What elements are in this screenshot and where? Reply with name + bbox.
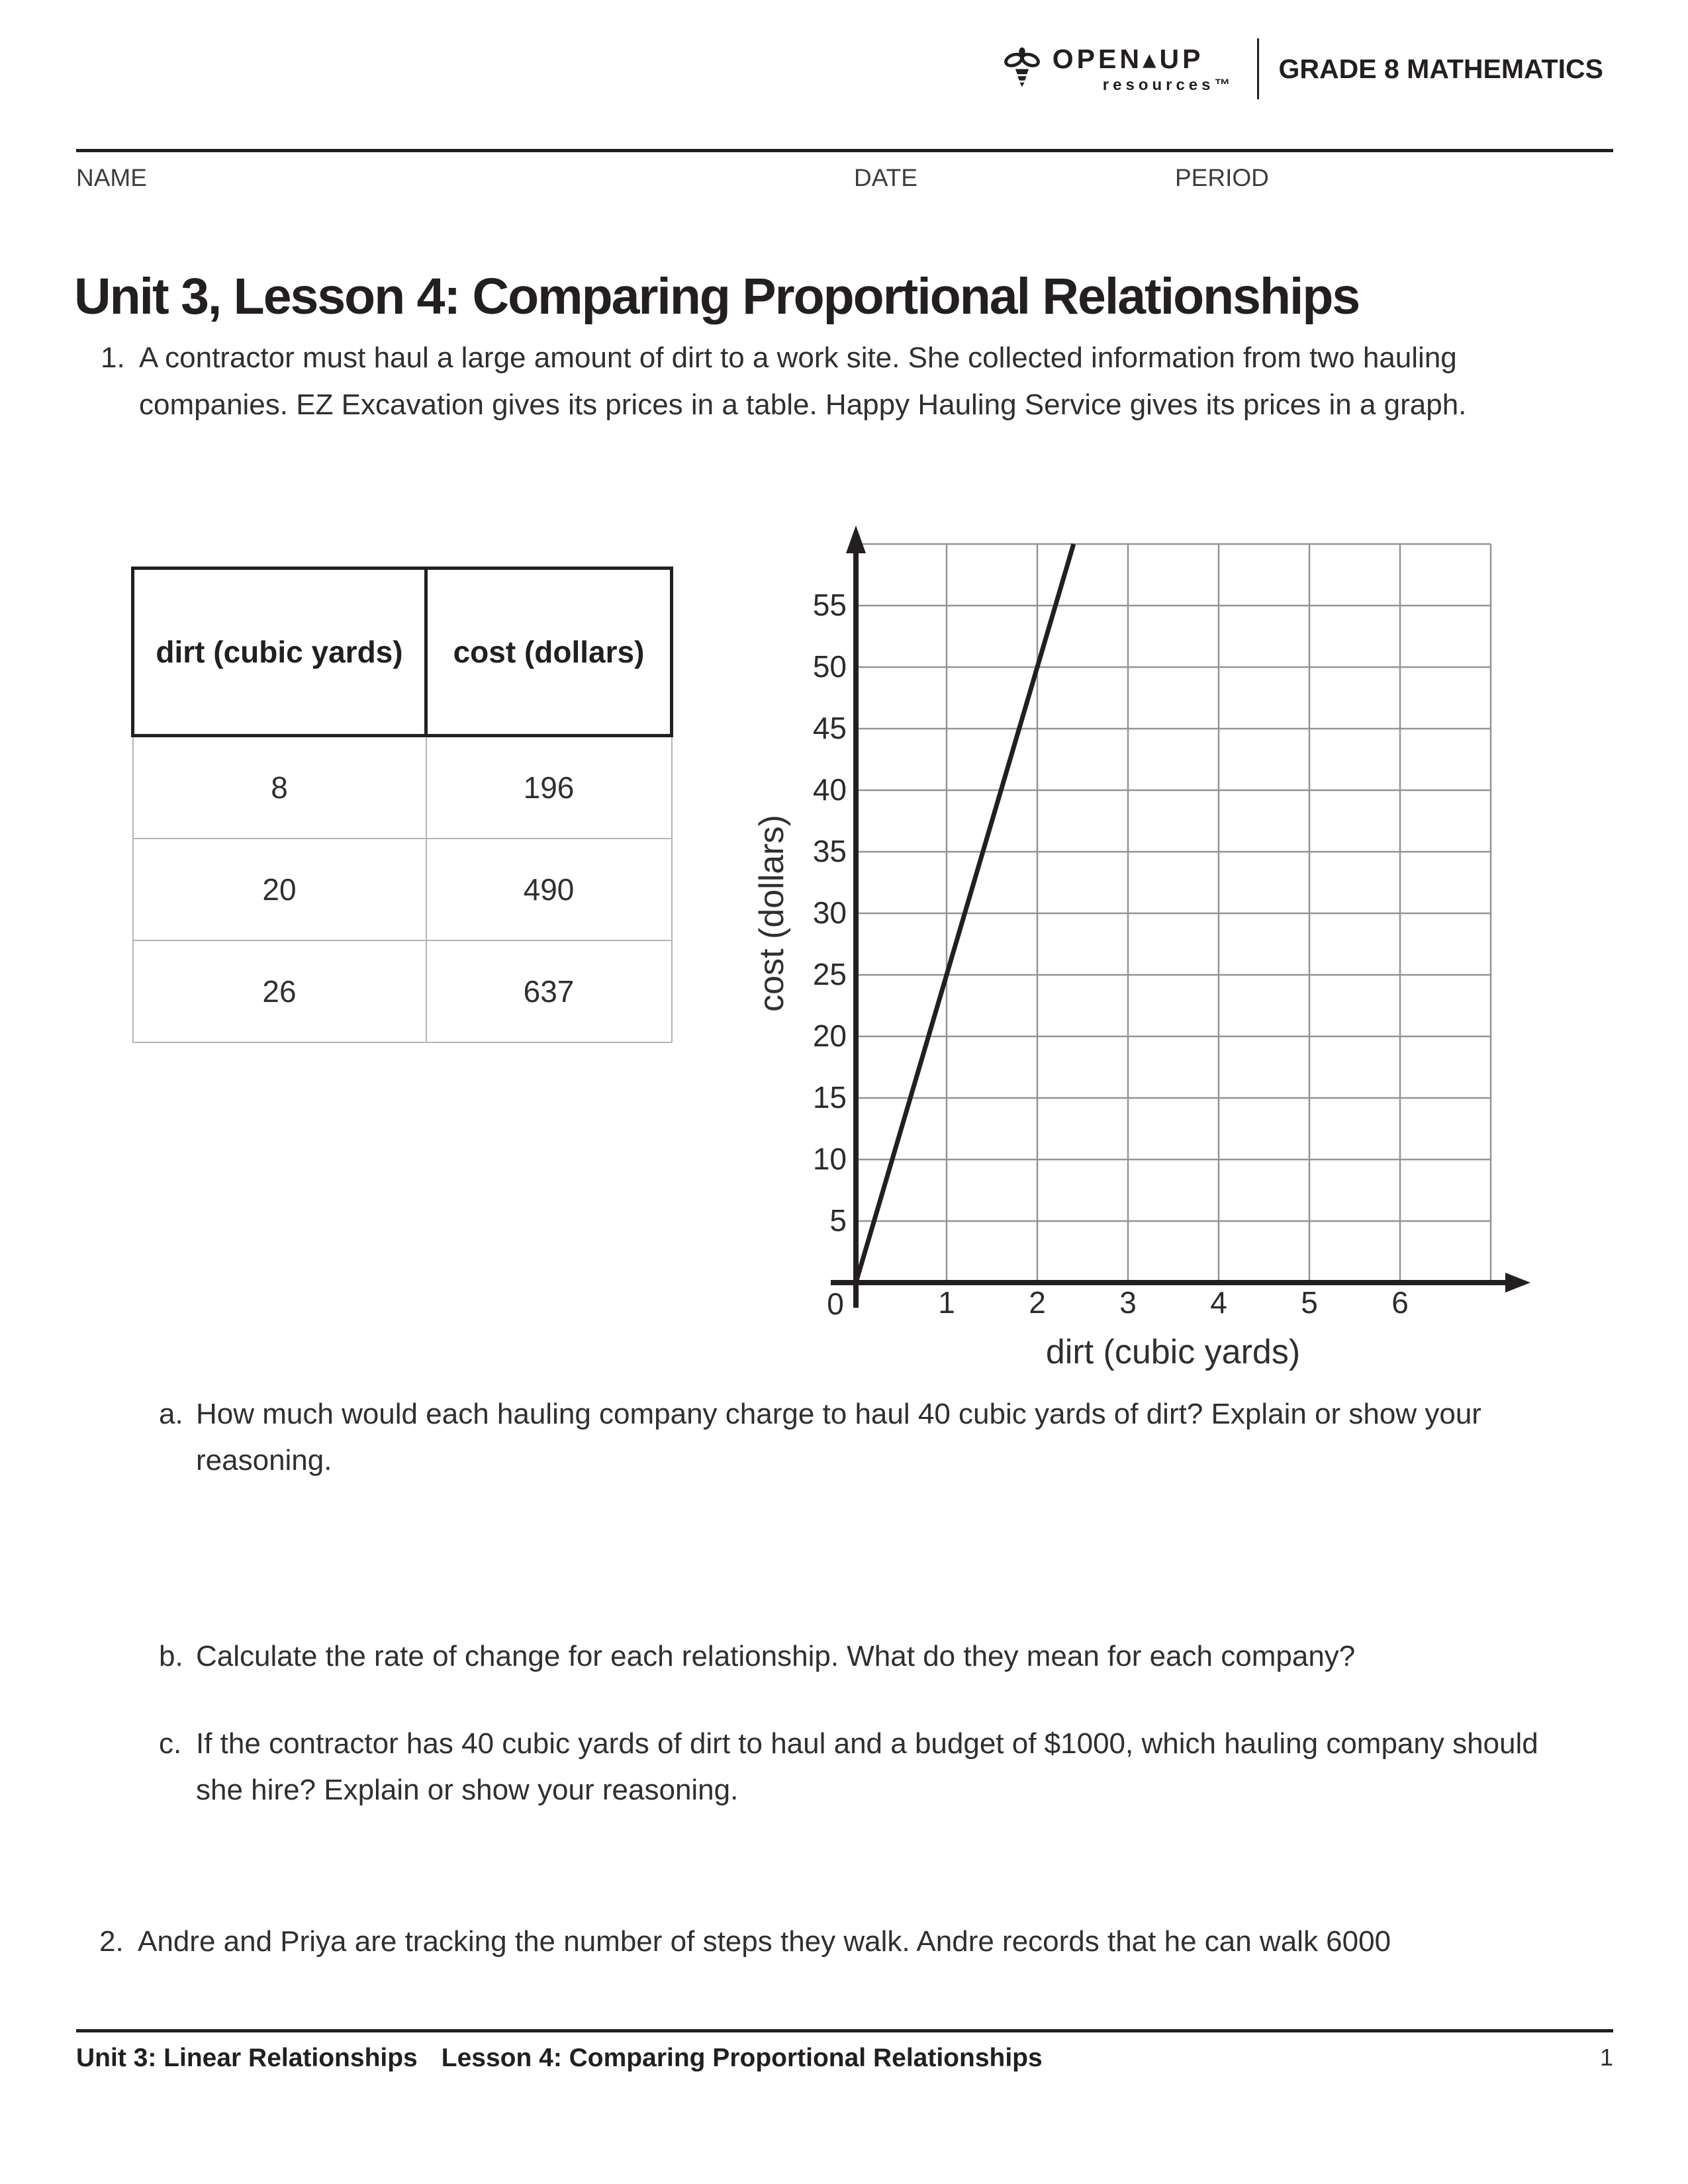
table-header-row <box>133 569 672 736</box>
footer-breadcrumb <box>76 2044 1043 2073</box>
period-field-label: PERIOD <box>1175 164 1269 191</box>
cell-cost: 196 <box>426 736 672 839</box>
svg-text:5: 5 <box>1301 1285 1318 1320</box>
svg-text:20: 20 <box>812 1019 847 1053</box>
question-c-label: c. <box>159 1727 182 1760</box>
student-fields <box>76 164 1613 197</box>
ez-excavation-price-table <box>131 567 673 1043</box>
question-c <box>159 1721 1589 1814</box>
svg-text:15: 15 <box>812 1080 847 1115</box>
header-brandbar <box>1002 38 1603 99</box>
footer-page-number: 1 <box>1599 2044 1613 2071</box>
question-a-label: a. <box>159 1398 183 1430</box>
column-header-dirt: dirt (cubic yards) <box>133 569 426 736</box>
cell-dirt: 20 <box>133 839 426 940</box>
footer <box>76 2044 1613 2073</box>
question-a-text: How much would each hauling company charge to haul 40 cubic yards of dirt? Explain or show your reasoning. <box>196 1398 1481 1477</box>
x-axis-label: dirt (cubic yards) <box>1045 1333 1301 1371</box>
svg-text:30: 30 <box>812 895 847 930</box>
y-axis-label: cost (dollars) <box>753 815 791 1012</box>
header-divider <box>1257 38 1259 99</box>
table-row <box>133 736 672 839</box>
problem-2 <box>99 1918 1628 1965</box>
date-field-label: DATE <box>854 164 917 191</box>
question-b <box>159 1633 1589 1680</box>
cell-cost: 637 <box>426 940 672 1042</box>
svg-text:1: 1 <box>938 1285 955 1320</box>
svg-text:4: 4 <box>1210 1285 1227 1320</box>
svg-text:40: 40 <box>812 772 847 807</box>
svg-text:3: 3 <box>1119 1285 1137 1320</box>
question-b-label: b. <box>159 1640 183 1672</box>
svg-text:55: 55 <box>812 588 847 622</box>
svg-text:0: 0 <box>827 1287 844 1321</box>
svg-text:25: 25 <box>812 957 847 991</box>
cell-dirt: 8 <box>133 736 426 839</box>
svg-text:10: 10 <box>812 1142 847 1176</box>
cell-dirt: 26 <box>133 940 426 1042</box>
question-c-text: If the contractor has 40 cubic yards of dirt to haul and a budget of $1000, which hauling company should she hire? Explain or show your reasoning. <box>196 1727 1538 1807</box>
problem-1 <box>101 334 1583 429</box>
name-field-label: NAME <box>76 164 147 191</box>
svg-text:6: 6 <box>1391 1285 1409 1320</box>
openup-wordmark-sub: resources™ <box>1102 76 1235 94</box>
table-row <box>133 839 672 940</box>
question-a <box>159 1391 1575 1484</box>
column-header-cost: cost (dollars) <box>426 569 672 736</box>
problem-2-text: Andre and Priya are tracking the number of steps they walk. Andre records that he can walk 6000 <box>138 1925 1391 1958</box>
question-b-text: Calculate the rate of change for each relationship. What do they mean for each company? <box>196 1640 1356 1672</box>
problem-1-text: A contractor must haul a large amount of dirt to a work site. She collected information from two hauling companies. EZ Excavation gives its prices in a table. Happy Hauling Service gives its prices in a graph. <box>139 341 1467 422</box>
footer-rule <box>76 2029 1613 2032</box>
header-rule <box>76 149 1613 152</box>
course-title: GRADE 8 MATHEMATICS <box>1278 53 1603 84</box>
footer-lesson: Lesson 4: Comparing Proportional Relationships <box>441 2044 1043 2072</box>
openup-wordmark-main: OPEN▴UP <box>1052 44 1204 74</box>
svg-text:5: 5 <box>829 1203 847 1238</box>
problem-1-number: 1. <box>101 341 125 374</box>
problem-2-number: 2. <box>99 1925 124 1958</box>
svg-text:35: 35 <box>812 834 847 868</box>
page-title: Unit 3, Lesson 4: Comparing Proportional Relationships <box>74 267 1360 325</box>
svg-text:2: 2 <box>1029 1285 1046 1320</box>
footer-unit: Unit 3: Linear Relationships <box>76 2044 418 2072</box>
openup-bee-icon <box>1002 47 1042 91</box>
table-row <box>133 940 672 1042</box>
cell-cost: 490 <box>426 839 672 940</box>
happy-hauling-price-graph <box>747 511 1541 1378</box>
openup-wordmark <box>1053 43 1235 95</box>
svg-text:45: 45 <box>812 711 847 745</box>
svg-text:50: 50 <box>812 649 847 684</box>
